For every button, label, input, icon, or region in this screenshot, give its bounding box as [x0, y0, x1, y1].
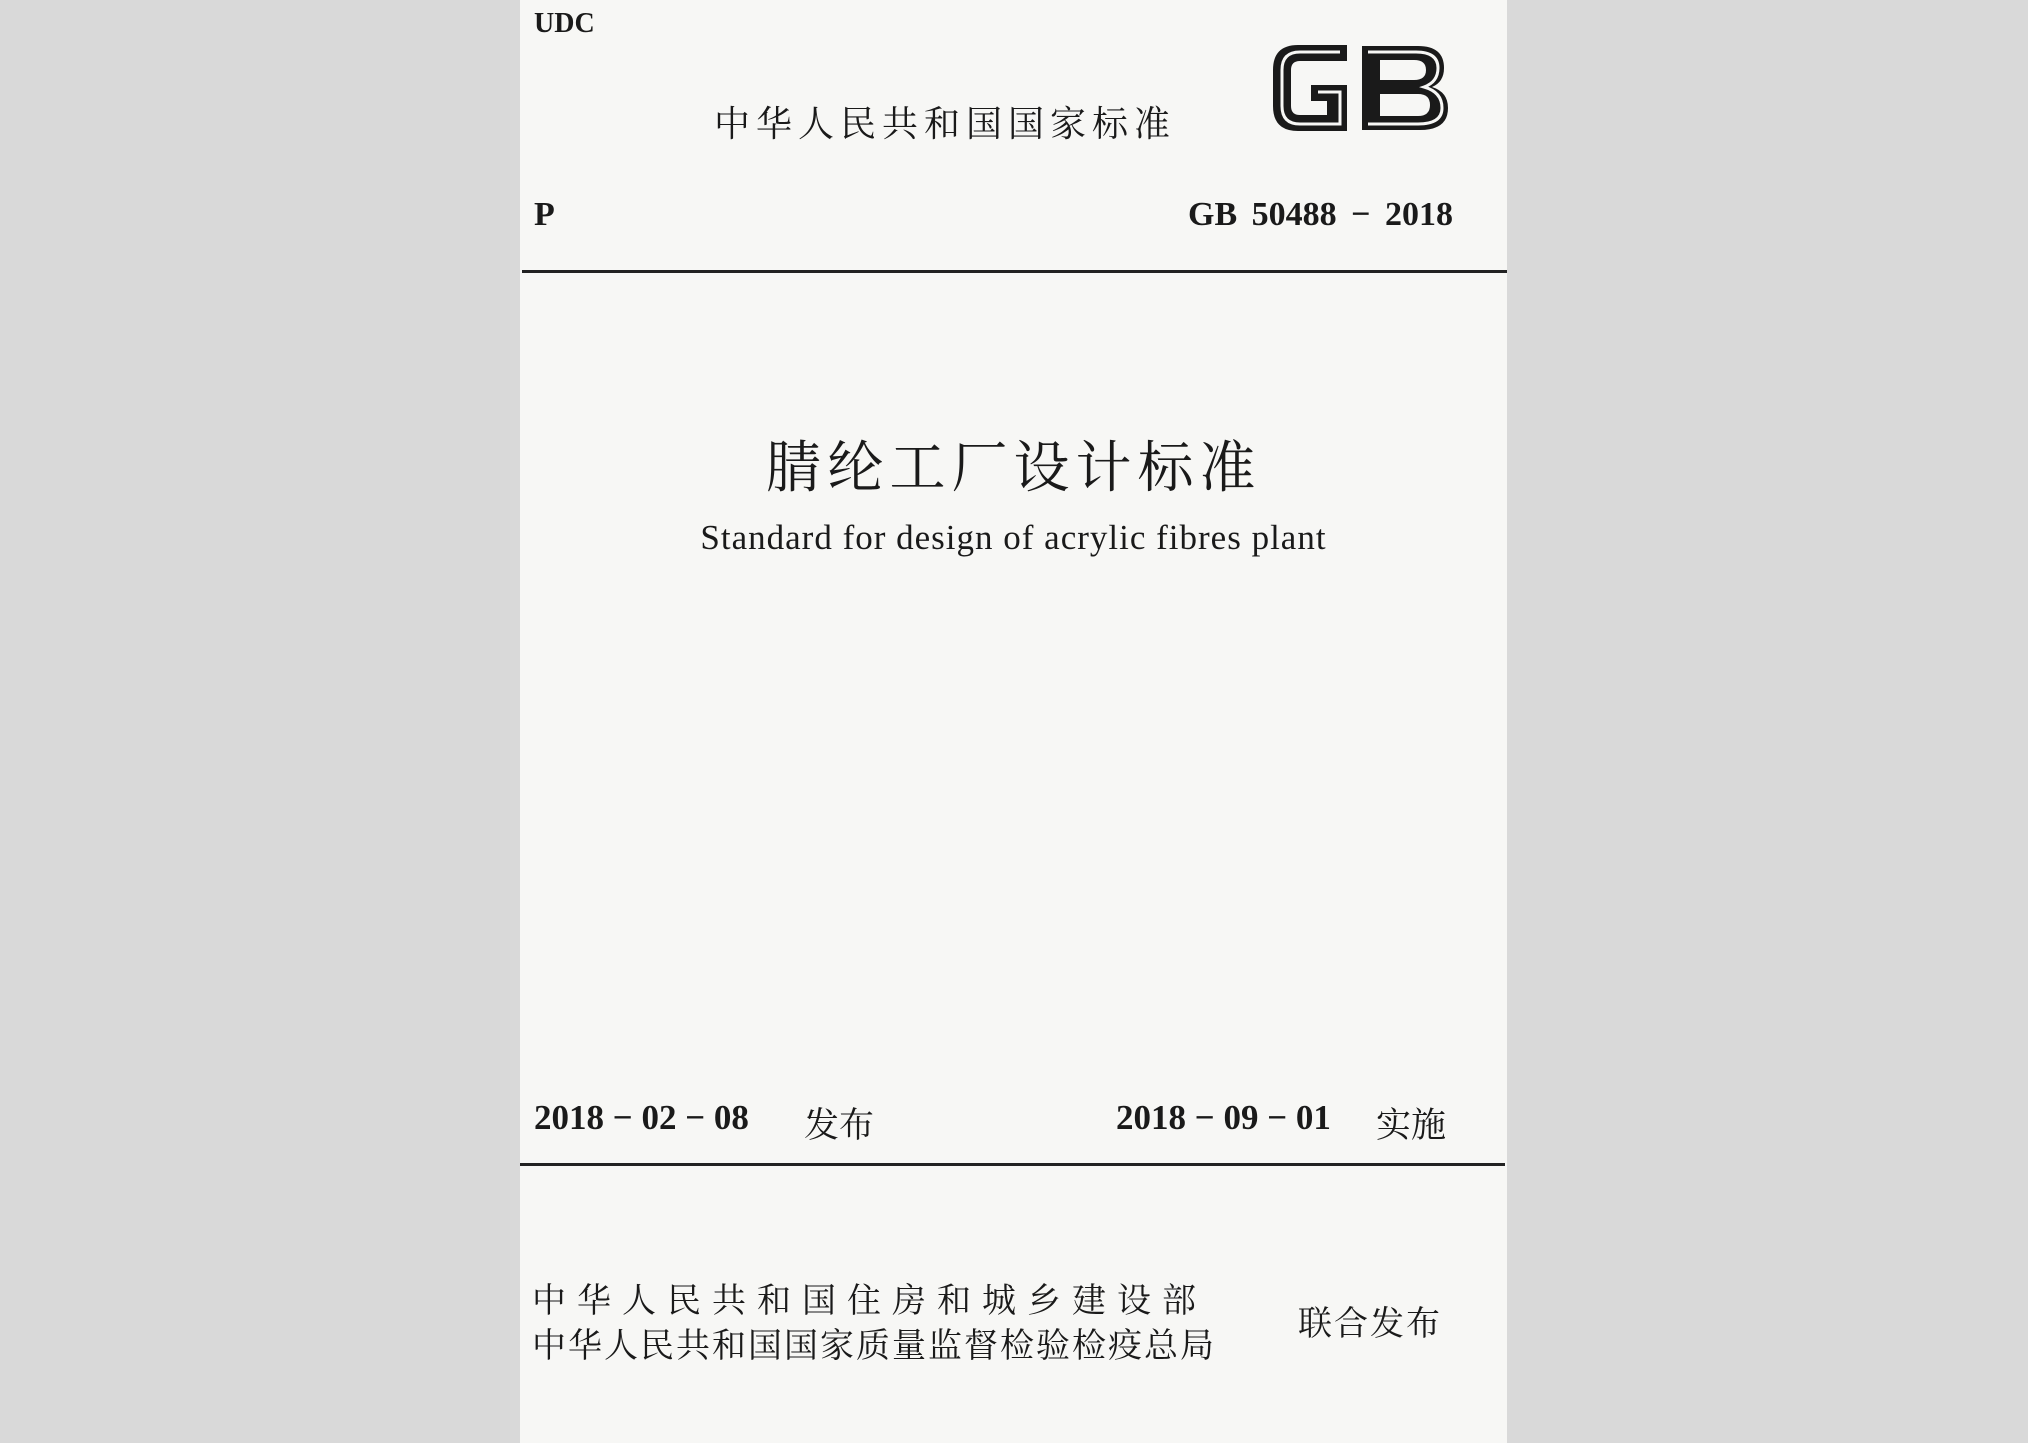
- title-english: Standard for design of acrylic fibres plant: [700, 518, 1327, 557]
- classification-code: P: [534, 196, 555, 233]
- header-divider: [522, 270, 1507, 273]
- gb-logo: [1268, 38, 1452, 138]
- effective-date: 2018 − 09 − 01: [1116, 1098, 1331, 1137]
- issuer-ministry: 中华人民共和国住房和城乡建设部: [532, 1281, 1207, 1321]
- published-label: 发布: [804, 1106, 875, 1146]
- effective-label: 实施: [1376, 1106, 1447, 1146]
- title-chinese: 腈纶工厂设计标准: [765, 436, 1262, 501]
- issuer-aqsiq: 中华人民共和国国家质量监督检验检疫总局: [532, 1326, 1216, 1366]
- document-page: [520, 0, 1507, 1443]
- footer-divider: [520, 1163, 1505, 1166]
- published-date: 2018 − 02 − 08: [534, 1098, 749, 1137]
- udc-label: UDC: [534, 8, 595, 39]
- country-standard-heading: 中华人民共和国国家标准: [714, 104, 1177, 145]
- standard-number: GB 50488 − 2018: [1188, 196, 1453, 233]
- joint-issue-label: 联合发布: [1298, 1304, 1442, 1344]
